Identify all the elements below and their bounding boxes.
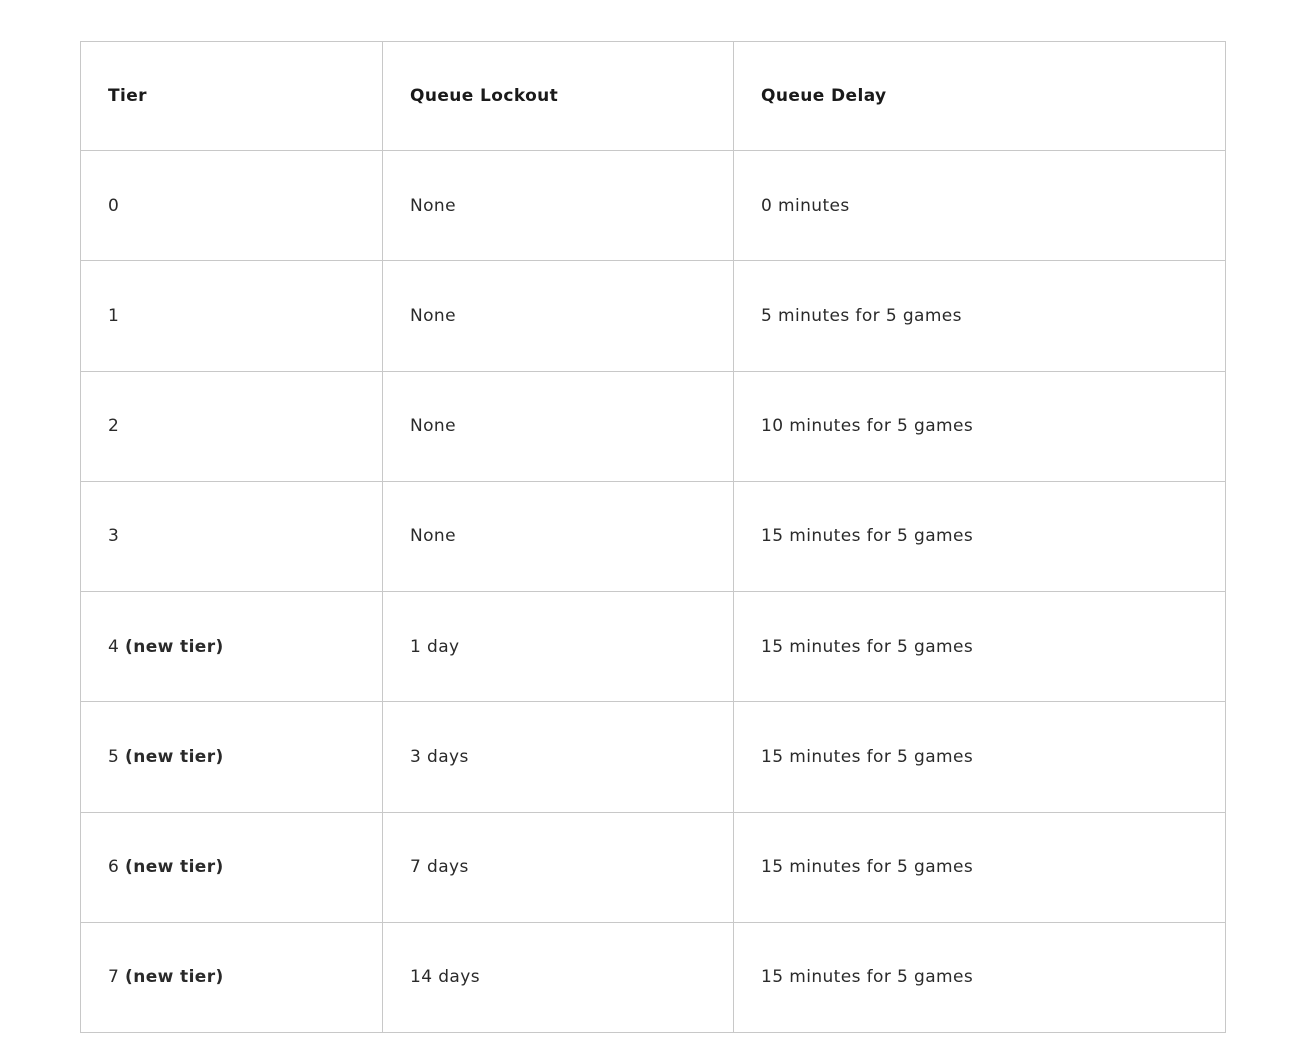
- queue-delay-cell: 15 minutes for 5 games: [734, 812, 1226, 922]
- table-row: [81, 922, 1226, 1032]
- new-tier-note: (new tier): [125, 636, 224, 657]
- queue-delay-cell: 5 minutes for 5 games: [734, 261, 1226, 371]
- tier-cell: [81, 481, 383, 591]
- tier-cell: [81, 812, 383, 922]
- tier-value: 5: [108, 746, 120, 767]
- new-tier-note: (new tier): [125, 746, 224, 767]
- tier-cell: [81, 702, 383, 812]
- queue-lockout-cell: None: [383, 371, 734, 481]
- queue-lockout-cell: None: [383, 481, 734, 591]
- tier-value: 4: [108, 636, 120, 657]
- tier-cell: [81, 592, 383, 702]
- queue-lockout-cell: 14 days: [383, 922, 734, 1032]
- table-row: [81, 151, 1226, 261]
- queue-lockout-cell: None: [383, 261, 734, 371]
- new-tier-note: (new tier): [125, 967, 224, 988]
- queue-delay-cell: 0 minutes: [734, 151, 1226, 261]
- table-row: [81, 261, 1226, 371]
- queue-delay-cell: 15 minutes for 5 games: [734, 592, 1226, 702]
- tier-value: 0: [108, 195, 120, 216]
- header-queue-lockout: Queue Lockout: [383, 42, 734, 151]
- header-tier: Tier: [81, 42, 383, 151]
- tier-cell: [81, 151, 383, 261]
- queue-lockout-cell: None: [383, 151, 734, 261]
- queue-lockout-cell: 3 days: [383, 702, 734, 812]
- queue-delay-cell: 15 minutes for 5 games: [734, 922, 1226, 1032]
- tier-value: 3: [108, 526, 120, 547]
- table-row: [81, 812, 1226, 922]
- tier-value: 7: [108, 967, 120, 988]
- table-row: [81, 481, 1226, 591]
- new-tier-note: (new tier): [125, 857, 224, 878]
- table-header-row: [81, 42, 1226, 151]
- tier-penalty-table: [80, 41, 1226, 1033]
- table-row: [81, 592, 1226, 702]
- tier-value: 1: [108, 305, 120, 326]
- queue-delay-cell: 15 minutes for 5 games: [734, 481, 1226, 591]
- header-queue-delay: Queue Delay: [734, 42, 1226, 151]
- table-row: [81, 371, 1226, 481]
- queue-lockout-cell: 7 days: [383, 812, 734, 922]
- tier-value: 6: [108, 857, 120, 878]
- tier-value: 2: [108, 416, 120, 437]
- tier-cell: [81, 371, 383, 481]
- tier-cell: [81, 261, 383, 371]
- table-row: [81, 702, 1226, 812]
- queue-lockout-cell: 1 day: [383, 592, 734, 702]
- tier-cell: [81, 922, 383, 1032]
- queue-delay-cell: 10 minutes for 5 games: [734, 371, 1226, 481]
- queue-delay-cell: 15 minutes for 5 games: [734, 702, 1226, 812]
